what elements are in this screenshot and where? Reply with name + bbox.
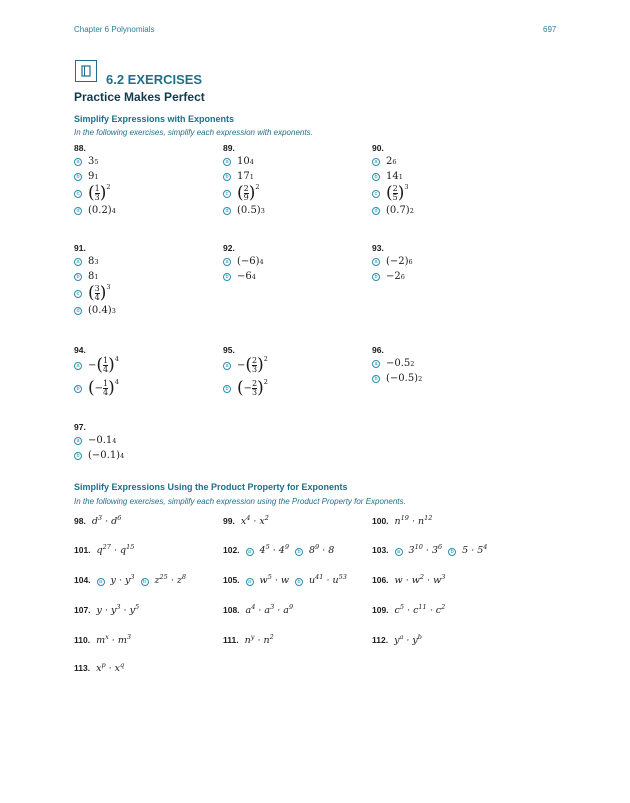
part-b-marker: b [223, 273, 231, 281]
part-b-marker: b [223, 385, 231, 393]
exercise-98 [74, 514, 121, 527]
denominator: 9 [243, 193, 249, 202]
exercise-110 [74, 633, 131, 646]
sign: − [88, 360, 97, 371]
expression [462, 543, 487, 556]
term-base: y [96, 605, 102, 617]
exponent: 4 [120, 451, 125, 460]
exponent: 3 [260, 206, 265, 215]
term-base: d [91, 516, 98, 528]
exponent: 4 [259, 257, 264, 266]
denominator: 3 [252, 388, 258, 397]
term-exponent: 25 [159, 573, 168, 581]
part-a-marker: a [246, 548, 254, 556]
exercise-number: 113. [74, 663, 91, 674]
operator: · [274, 605, 284, 617]
base: −2 [386, 271, 401, 282]
term-base: m [96, 635, 106, 647]
expression [96, 633, 131, 646]
exercise-108 [223, 603, 293, 616]
numerator: 1 [103, 379, 109, 388]
term-exponent: 2 [264, 514, 269, 522]
term-exponent: 9 [315, 543, 320, 551]
denominator: 3 [94, 193, 100, 202]
exercise-number: 111. [223, 635, 239, 646]
expression [260, 543, 289, 556]
exponent: 1 [94, 172, 99, 181]
part-c-marker: c [74, 290, 82, 298]
part-d-marker: d [74, 207, 82, 215]
term-base: y [412, 635, 418, 647]
exercise-number: 104. [74, 575, 91, 586]
term-exponent: 5 [134, 603, 140, 611]
exercise-102 [223, 543, 334, 556]
exercise-number: 112. [372, 635, 389, 646]
term-exponent: 9 [284, 543, 289, 551]
base: 3 [88, 156, 95, 167]
base: 17 [237, 171, 250, 182]
topic-title: Simplify Expressions with Exponents [74, 114, 235, 124]
exponent: 4 [111, 206, 116, 215]
exponent: 3 [106, 283, 111, 291]
base: 10 [237, 156, 250, 167]
exercise-icon [75, 60, 97, 82]
term-exponent: q [120, 661, 125, 669]
term-base: y [110, 575, 116, 587]
exponent: 4 [112, 436, 117, 445]
part-b-marker: b [295, 578, 303, 586]
expression [111, 573, 135, 586]
operator: · [105, 663, 115, 675]
numerator: 2 [243, 184, 249, 193]
section-title: 6.2 EXERCISES [106, 72, 203, 87]
exercise-113 [74, 661, 124, 674]
expression [260, 573, 289, 586]
denominator: 3 [252, 365, 258, 374]
part-a-marker: a [223, 258, 231, 266]
expression [241, 514, 269, 527]
expression [409, 543, 443, 556]
part-b-marker: b [74, 173, 82, 181]
term-exponent: y [250, 633, 255, 641]
term-base: x [259, 516, 265, 528]
base: 9 [88, 171, 95, 182]
exercise-111 [223, 633, 274, 646]
numerator: 1 [103, 356, 109, 365]
expression [92, 514, 122, 527]
exponent: 2 [263, 378, 268, 386]
term-base: 8 [308, 545, 316, 557]
base: −0.1 [88, 435, 113, 446]
exercise-number: 99. [223, 516, 235, 527]
expression [245, 633, 274, 646]
term-base: 3 [408, 545, 415, 557]
part-b-marker: b [372, 375, 380, 383]
part-b-marker: b [372, 273, 380, 281]
expression [394, 633, 422, 646]
page-number: 697 [543, 25, 557, 34]
part-a-marker: a [372, 258, 380, 266]
topic-title: Simplify Expressions Using the Product Property for Exponents [74, 482, 348, 492]
part-d-marker: d [372, 207, 380, 215]
operator: · [426, 605, 436, 617]
part-a-marker: a [372, 360, 380, 368]
base: (0.7) [386, 205, 410, 216]
term-base: w [394, 575, 403, 587]
exponent: 4 [114, 355, 119, 363]
term-base: w [280, 575, 290, 587]
term-exponent: 2 [269, 633, 274, 641]
term-base: n [394, 516, 401, 528]
base: −0.5 [386, 358, 411, 369]
exponent: 2 [409, 206, 414, 215]
base: (0.4) [88, 305, 112, 316]
expression [395, 514, 433, 527]
exercise-99 [223, 514, 269, 527]
term-base: c [413, 605, 419, 617]
term-exponent: 4 [246, 514, 251, 522]
expression [97, 543, 135, 556]
base: (0.5) [237, 205, 261, 216]
exercise-88: 88. a 3 5 b 9 1 c ( 1 3 ) 2 d (0.2) 4 [74, 143, 116, 216]
numerator: 2 [392, 184, 398, 193]
operator: · [254, 635, 264, 647]
operator: · [167, 575, 177, 587]
numerator: 1 [94, 184, 100, 193]
term-exponent: 12 [424, 514, 433, 522]
term-base: y [394, 635, 400, 647]
term-exponent: 27 [102, 543, 111, 551]
expression [97, 603, 140, 616]
part-a-marker: a [372, 158, 380, 166]
operator: · [403, 635, 413, 647]
term-base: x [114, 663, 121, 675]
expression [155, 573, 187, 586]
base: (−6) [237, 256, 260, 267]
term-base: 4 [259, 545, 266, 557]
exercise-number: 98. [74, 516, 86, 527]
exercise-number: 97. [74, 422, 86, 432]
exercise-103 [372, 543, 487, 556]
exponent: 5 [94, 157, 99, 166]
term-base: u [309, 575, 316, 587]
term-exponent: 5 [399, 603, 405, 611]
exercise-number: 90. [372, 143, 384, 153]
exponent: 3 [94, 257, 99, 266]
part-a-marker: a [74, 258, 82, 266]
exercise-105 [223, 573, 347, 586]
term-exponent: 4 [483, 543, 488, 551]
term-base: 3 [431, 545, 438, 557]
part-a-marker: a [395, 548, 403, 556]
operator: · [319, 545, 329, 557]
term-exponent: 5 [267, 573, 272, 581]
exercise-94: 94. a − ( 1 4 ) 4 b ( − 1 4 ) 4 [74, 345, 119, 398]
exercise-number: 108. [223, 605, 240, 616]
exponent: 3 [111, 306, 116, 315]
term-exponent: 3 [441, 573, 446, 581]
numerator: 2 [252, 356, 258, 365]
term-exponent: 15 [126, 543, 135, 551]
base: 14 [386, 171, 399, 182]
term-base: a [283, 605, 289, 617]
denominator: 4 [103, 365, 109, 374]
part-b-marker: b [74, 385, 82, 393]
expression [96, 661, 124, 674]
sign: − [243, 383, 253, 394]
term-exponent: 11 [418, 603, 427, 611]
exponent: 3 [404, 183, 409, 191]
term-base: · y [118, 575, 131, 587]
exercise-95: 95. a − ( 2 3 ) 2 b ( − 2 3 ) 2 [223, 345, 268, 398]
term-base: c [435, 605, 442, 617]
exponent: 1 [94, 272, 99, 281]
exponent: 6 [408, 257, 413, 266]
part-a-marker: a [74, 362, 82, 370]
exercise-number: 105. [223, 575, 240, 586]
operator: · [323, 575, 333, 587]
exponent: 6 [400, 272, 405, 281]
term-exponent: 3 [97, 514, 103, 522]
operator: · [255, 605, 265, 617]
part-d-marker: d [223, 207, 231, 215]
exercise-number: 91. [74, 243, 86, 253]
term-base: z [154, 575, 160, 587]
term-base: z [176, 575, 182, 587]
exercise-number: 95. [223, 345, 235, 355]
exercise-97 [74, 422, 124, 461]
term-exponent: b [417, 633, 422, 641]
base: (0.2) [88, 205, 112, 216]
expression [395, 573, 446, 586]
part-c-marker: c [74, 190, 82, 198]
exercise-number: 96. [372, 345, 384, 355]
exercise-90: 90. a 2 6 b 14 1 c ( 2 5 ) 3 d (0.7) 2 [372, 143, 414, 216]
term-base: · w [405, 575, 420, 587]
section-subtitle: Practice Makes Perfect [74, 90, 205, 104]
term-base: n [263, 635, 270, 647]
exercise-91: 91. a 8 3 b 8 1 c ( 3 4 ) 3 d (0.4) 3 [74, 243, 116, 316]
part-b-marker: b [141, 578, 149, 586]
numerator: 2 [252, 379, 258, 388]
term-base: 5 [462, 545, 469, 557]
term-exponent: 2 [419, 573, 425, 581]
exponent: 4 [114, 378, 119, 386]
exercise-101 [74, 543, 134, 556]
term-base: x [96, 663, 102, 675]
term-base: d [111, 516, 118, 528]
part-b-marker: b [372, 173, 380, 181]
exponent: 2 [263, 355, 268, 363]
base: (−2) [386, 256, 409, 267]
part-b-marker: b [74, 273, 82, 281]
term-exponent: a [399, 633, 404, 641]
denominator: 4 [94, 293, 100, 302]
part-c-marker: c [372, 190, 380, 198]
part-c-marker: c [223, 190, 231, 198]
exponent: 1 [398, 172, 403, 181]
term-base: a [245, 605, 252, 617]
base: 2 [386, 156, 393, 167]
base: 8 [88, 256, 95, 267]
base: −6 [237, 271, 252, 282]
exercise-96 [372, 345, 422, 384]
chapter-header: Chapter 6 Polynomials [74, 25, 155, 34]
exercise-109 [372, 603, 445, 616]
term-exponent: 3 [116, 603, 121, 611]
exercise-100 [372, 514, 432, 527]
numerator: 3 [94, 284, 100, 293]
exponent: 2 [418, 374, 423, 383]
part-a-marker: a [74, 158, 82, 166]
term-exponent: 9 [288, 603, 294, 611]
part-b-marker: b [448, 548, 456, 556]
term-exponent: 4 [251, 603, 256, 611]
term-exponent: 8 [181, 573, 187, 581]
exponent: 6 [392, 157, 397, 166]
term-base: n [244, 635, 251, 647]
exercise-number: 110. [74, 635, 91, 646]
exercise-92 [223, 243, 264, 282]
exercise-89: 89. a 10 4 b 17 1 c ( 2 9 ) 2 d (0.5) 3 [223, 143, 265, 216]
term-base: n [418, 516, 425, 528]
term-exponent: 6 [437, 543, 443, 551]
exercise-107 [74, 603, 139, 616]
exercise-112 [372, 633, 422, 646]
sign: − [94, 383, 104, 394]
exercise-number: 89. [223, 143, 235, 153]
term-exponent: 10 [414, 543, 423, 551]
term-base: · y [104, 605, 117, 617]
denominator: 5 [392, 193, 398, 202]
term-base: a [264, 605, 271, 617]
exercise-number: 103. [372, 545, 389, 556]
exercise-104 [74, 573, 186, 586]
operator: · [108, 635, 118, 647]
operator: · [110, 545, 120, 557]
term-exponent: 41 [315, 573, 324, 581]
operator: · [269, 545, 279, 557]
exponent: 2 [410, 359, 415, 368]
term-exponent: 6 [117, 514, 122, 522]
operator: · [422, 545, 432, 557]
part-d-marker: d [74, 307, 82, 315]
part-b-marker: b [74, 452, 82, 460]
part-a-marker: a [74, 437, 82, 445]
term-base: · w [427, 575, 442, 587]
topic-instructions: In the following exercises, simplify each expression using the Product Property for Exponents. [74, 497, 406, 506]
exercise-93 [372, 243, 413, 282]
exercise-number: 109. [372, 605, 389, 616]
sign: − [237, 360, 246, 371]
exercise-number: 94. [74, 345, 86, 355]
expression [246, 603, 294, 616]
term-base: q [96, 545, 103, 557]
expression [309, 573, 347, 586]
exercise-number: 106. [372, 575, 389, 586]
base: (−0.5) [386, 373, 419, 384]
term-base: · y [123, 605, 135, 617]
term-base: c [394, 605, 400, 617]
topic-instructions: In the following exercises, simplify each expression with exponents. [74, 128, 313, 137]
term-base: · 5 [471, 545, 484, 557]
exercise-number: 100. [372, 516, 389, 527]
base: (−0.1) [88, 450, 121, 461]
exercise-number: 93. [372, 243, 384, 253]
operator: · [408, 516, 419, 528]
exponent: 1 [249, 172, 254, 181]
part-a-marker: a [246, 578, 254, 586]
exponent: 4 [249, 157, 254, 166]
exercise-number: 102. [223, 545, 240, 556]
term-base: w [259, 575, 268, 587]
exponent: 2 [106, 183, 111, 191]
term-exponent: 3 [130, 573, 135, 581]
operator: · [271, 575, 281, 587]
operator: · [250, 516, 260, 528]
term-base: x [240, 516, 247, 528]
part-a-marker: a [223, 158, 231, 166]
term-base: q [119, 545, 127, 557]
expression [309, 543, 334, 556]
term-exponent: 3 [270, 603, 275, 611]
term-exponent: p [101, 661, 106, 669]
part-a-marker: a [223, 362, 231, 370]
term-exponent: 5 [265, 543, 270, 551]
part-a-marker: a [97, 578, 105, 586]
part-b-marker: b [223, 173, 231, 181]
expression [395, 603, 446, 616]
exponent: 2 [255, 183, 260, 191]
denominator: 4 [103, 388, 109, 397]
notebook-icon [81, 65, 91, 77]
exponent: 4 [251, 272, 256, 281]
base: 8 [88, 271, 95, 282]
exercise-number: 92. [223, 243, 235, 253]
term-base: u [332, 575, 339, 587]
exercise-number: 101. [74, 545, 91, 556]
exercise-number: 88. [74, 143, 86, 153]
term-exponent: 2 [441, 603, 446, 611]
exercise-number: 107. [74, 605, 91, 616]
term-exponent: 3 [126, 633, 131, 641]
term-base: 8 [328, 545, 335, 557]
exercise-106 [372, 573, 445, 586]
term-base: m [117, 635, 127, 647]
part-b-marker: b [295, 548, 303, 556]
term-base: 4 [278, 545, 285, 557]
term-exponent: 53 [338, 573, 347, 581]
operator: · [102, 516, 112, 528]
term-exponent: 19 [400, 514, 409, 522]
term-exponent: x [105, 633, 109, 641]
operator: · [404, 605, 414, 617]
